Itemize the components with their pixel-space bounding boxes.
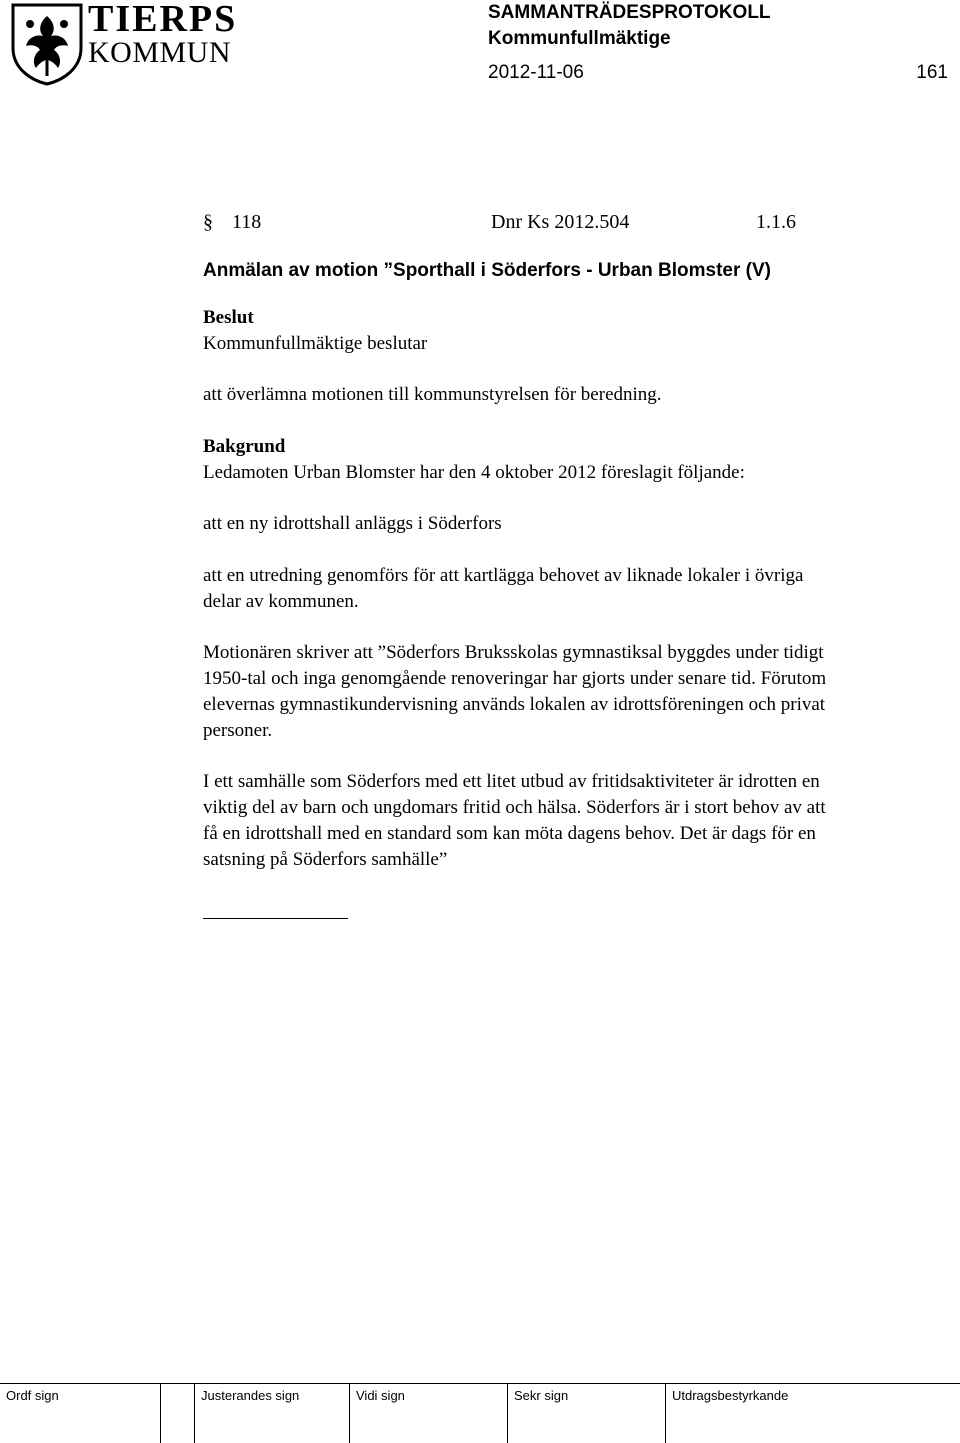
paragraph-1-line1: Motionären skriver att ”Söderfors Bruksskolas gymnastiksal byggdes under tidigt bbox=[203, 642, 824, 663]
section-dnr: Dnr Ks 2012.504 bbox=[491, 211, 630, 233]
footer-blank-cell bbox=[160, 1384, 194, 1443]
att-clause-2-line2: delar av kommunen. bbox=[203, 591, 359, 612]
att-clause-2-line1: att en utredning genomförs för att kartlägga behovet av liknade lokaler i övriga bbox=[203, 565, 804, 586]
footer-utdrag-label: Utdragsbestyrkande bbox=[672, 1388, 789, 1403]
protocol-date: 2012-11-06 bbox=[488, 62, 584, 83]
footer-vidi-label: Vidi sign bbox=[356, 1388, 405, 1403]
footer-vidi-sign bbox=[349, 1384, 507, 1443]
paragraph-2-line1: I ett samhälle som Söderfors med ett litet utbud av fritidsaktiviteter är idrotten en bbox=[203, 771, 820, 792]
beslut-line: Kommunfullmäktige beslutar bbox=[203, 333, 428, 354]
beslut-decision: att överlämna motionen till kommunstyrelsen för beredning. bbox=[203, 384, 662, 405]
paragraph-2-line2: viktig del av barn och ungdomars fritid och hälsa. Söderfors är i stort behov av att bbox=[203, 797, 826, 818]
protocol-title: SAMMANTRÄDESPROTOKOLL bbox=[488, 2, 771, 23]
footer-sekr-sign bbox=[507, 1384, 665, 1443]
section-number: 118 bbox=[232, 211, 262, 233]
page-number: 161 bbox=[916, 62, 948, 83]
att-clause-1: att en ny idrottshall anläggs i Söderfors bbox=[203, 513, 502, 534]
paragraph-1-line2: 1950-tal och inga genomgående renoveringar har gjorts under senare tid. Förutom bbox=[203, 668, 827, 689]
section-symbol: § bbox=[203, 211, 213, 233]
municipality-crest-logo bbox=[10, 2, 84, 86]
logo-line-kommun: KOMMUN bbox=[88, 36, 232, 69]
signature-footer bbox=[0, 1383, 960, 1443]
footer-justerandes-label: Justerandes sign bbox=[201, 1388, 300, 1403]
section-line bbox=[203, 211, 796, 234]
footer-ordf-sign bbox=[0, 1384, 160, 1443]
beslut-label: Beslut bbox=[203, 307, 254, 328]
signature-line bbox=[203, 918, 348, 919]
logo-line-tierps: TIERPS bbox=[88, 0, 238, 40]
paragraph-1-line3: elevernas gymnastikundervisning används lokalen av idrottsföreningen och privat bbox=[203, 694, 826, 715]
section-code: 1.1.6 bbox=[756, 211, 796, 233]
footer-utdrag bbox=[665, 1384, 960, 1443]
paragraph-2-line4: satsning på Söderfors samhälle” bbox=[203, 849, 448, 870]
footer-sekr-label: Sekr sign bbox=[514, 1388, 569, 1403]
municipality-wordmark bbox=[88, 0, 237, 68]
protocol-header bbox=[488, 0, 948, 86]
bakgrund-label: Bakgrund bbox=[203, 436, 286, 457]
bakgrund-intro: Ledamoten Urban Blomster har den 4 oktober 2012 föreslagit följande: bbox=[203, 462, 745, 483]
paragraph-2-line3: få en idrottshall med en standard som kan möta dagens behov. Det är dags för en bbox=[203, 823, 816, 844]
protocol-body: Kommunfullmäktige bbox=[488, 28, 671, 49]
footer-justerandes-sign bbox=[194, 1384, 349, 1443]
footer-ordf-label: Ordf sign bbox=[6, 1388, 59, 1403]
paragraph-1-line4: personer. bbox=[203, 720, 273, 741]
item-heading: Anmälan av motion ”Sporthall i Söderfors - Urban Blomster (V) bbox=[203, 260, 771, 281]
protocol-date-row bbox=[488, 60, 948, 86]
